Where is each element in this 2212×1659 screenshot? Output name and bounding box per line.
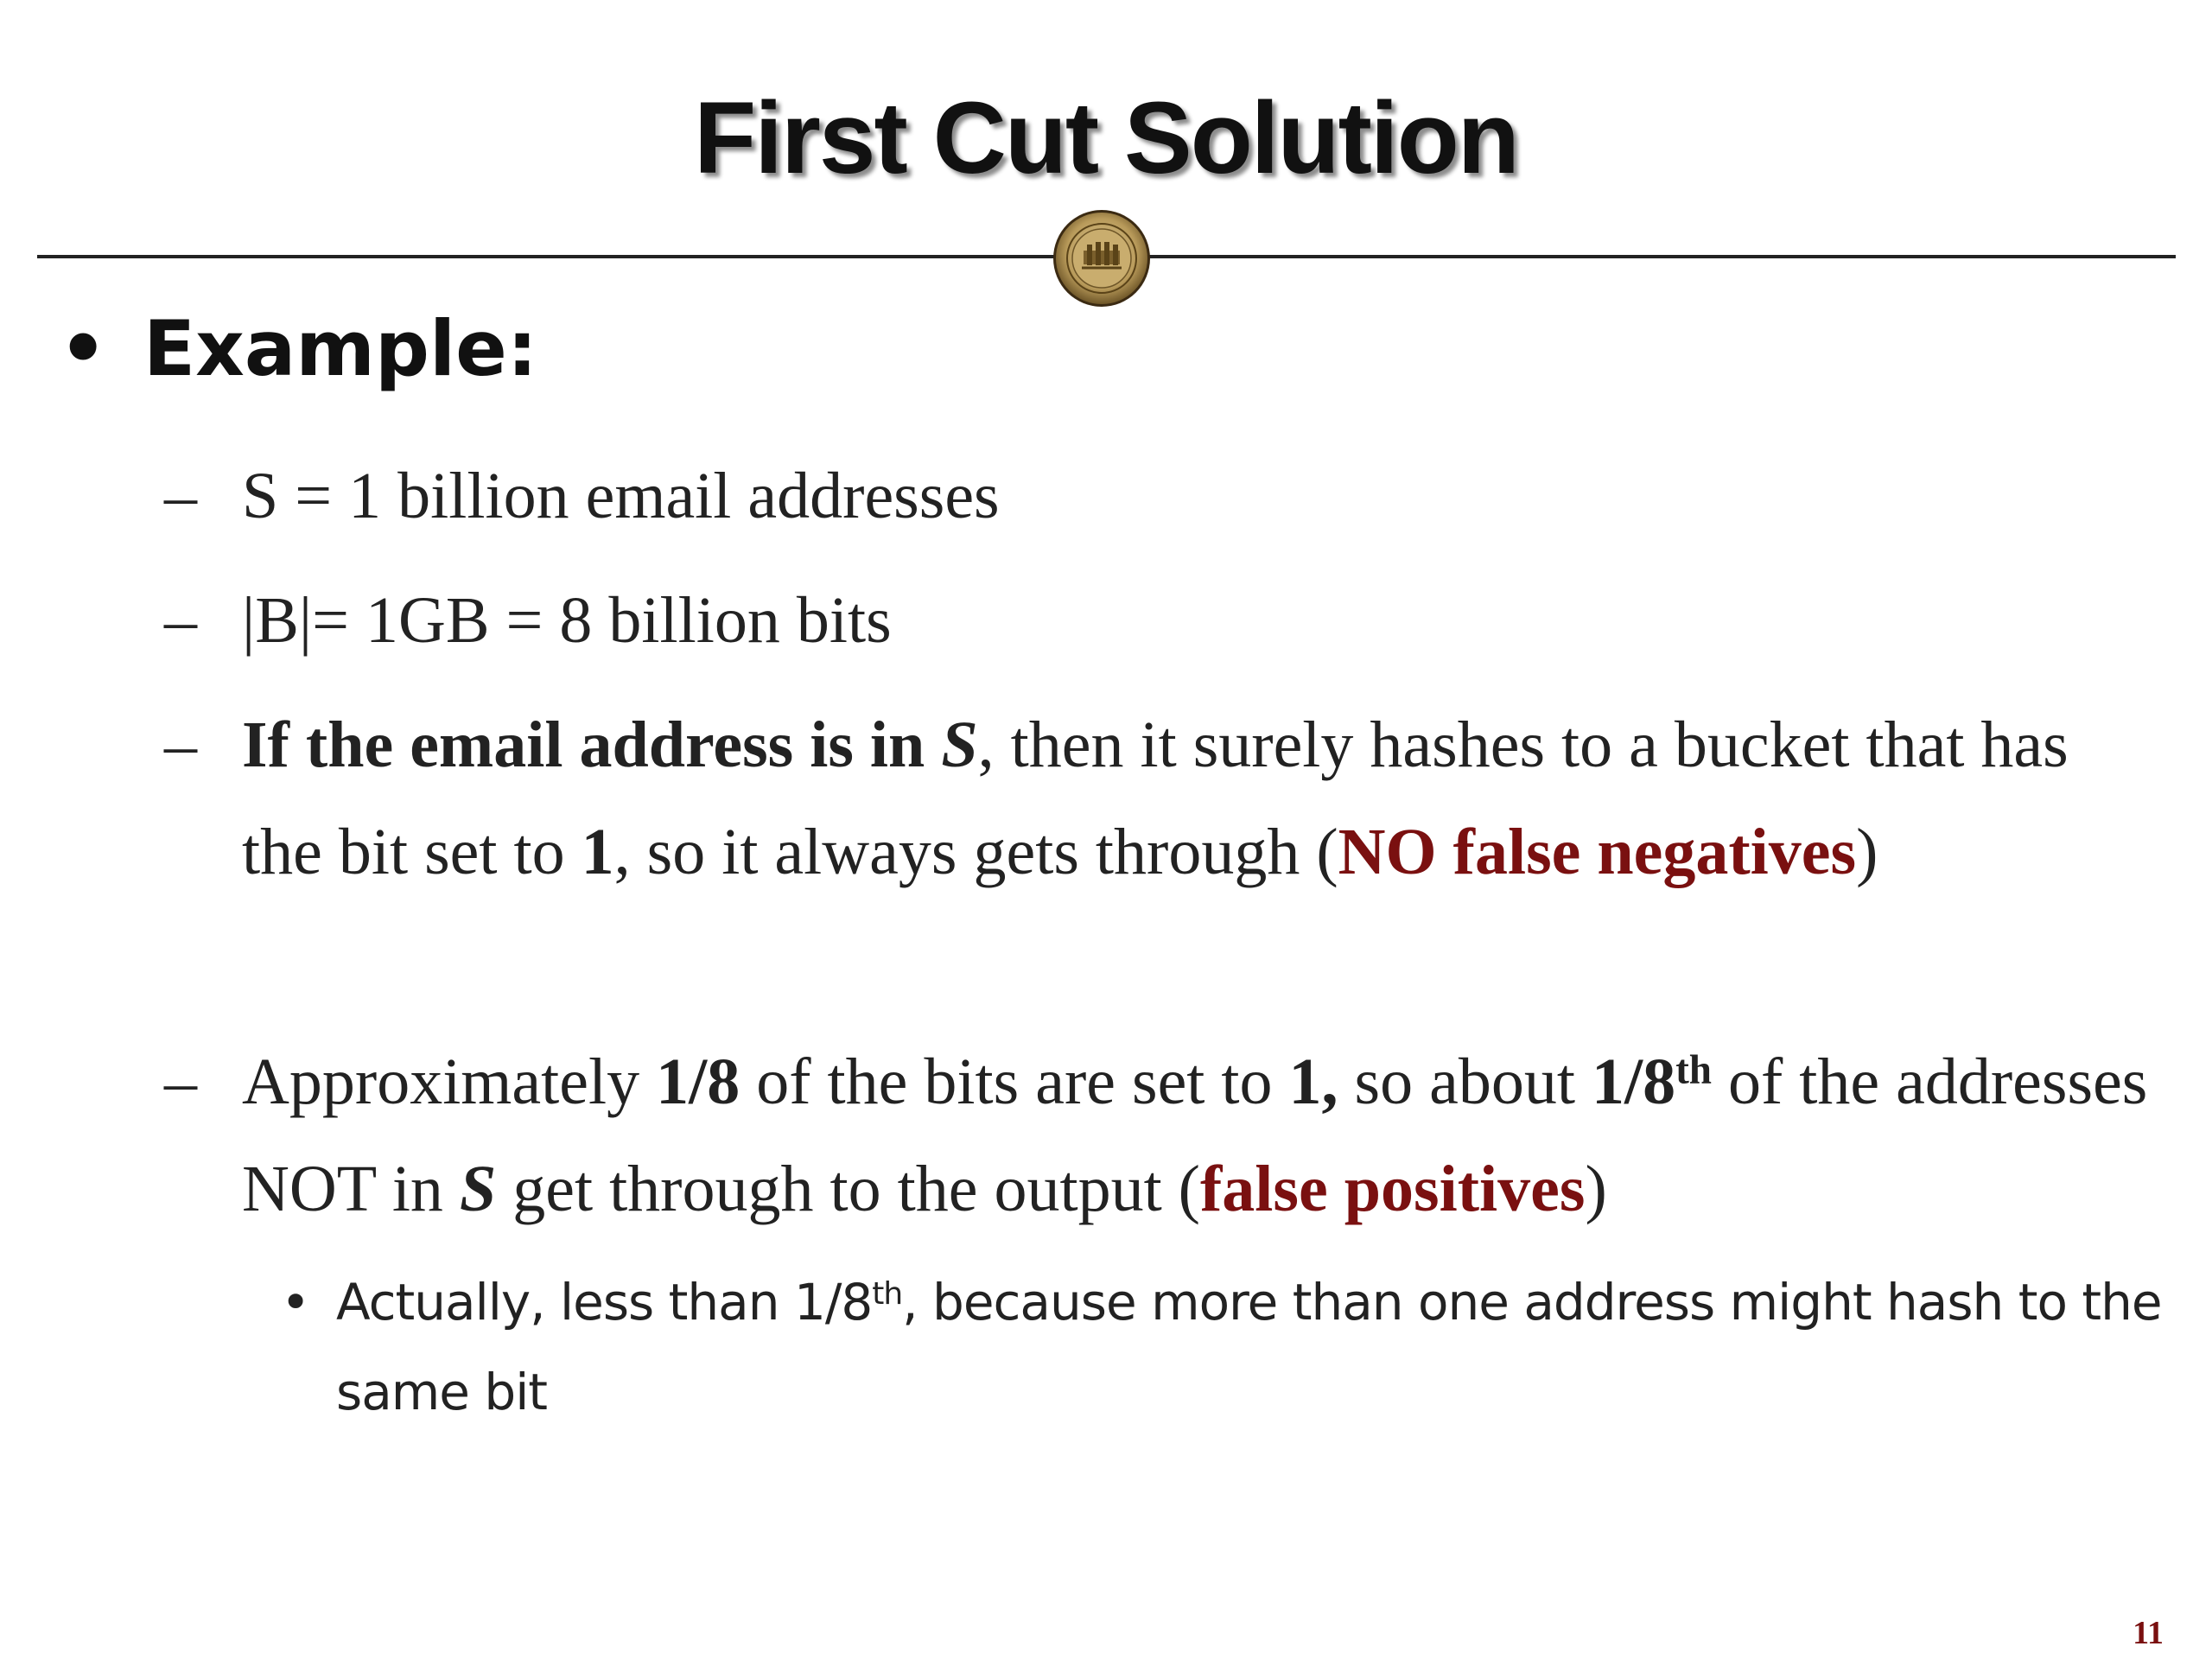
page-number: 11 [2133, 1615, 2164, 1651]
sub-bullet-false-positives [164, 1028, 2152, 1243]
bullet-example-label: Example: [143, 304, 537, 393]
slide-title: First Cut Solution [694, 81, 1518, 195]
sub-sub-bullet-less-than [281, 1257, 2182, 1437]
less-than-text: Actually, less than 1/8th, because more than one address might hash to the same bit [336, 1273, 2162, 1421]
set-size-text: S = 1 billion email addresses [242, 460, 1000, 532]
bit-array-text: |B|= 1GB = 8 billion bits [242, 584, 892, 657]
false-positives-highlight: false positives [1200, 1153, 1586, 1225]
dash-marker: – [164, 460, 197, 532]
dash-marker: – [164, 1046, 197, 1118]
bullet-marker: • [59, 304, 108, 393]
bullet-example [59, 304, 537, 393]
sub-bullet-bit-array [164, 567, 2152, 674]
no-false-negatives-highlight: NO false negatives [1338, 816, 1857, 888]
dash-marker: – [164, 584, 197, 657]
no-false-negatives-text: If the email address is in S, then it surely hashes to a bucket that has the bit set to 1, so it always gets through (NO false negatives) [242, 709, 2069, 888]
sub-bullet-no-false-negatives [164, 691, 2152, 906]
sub-bullet-set-size [164, 442, 2152, 550]
bullet-marker: • [281, 1273, 310, 1332]
university-seal-icon [1051, 207, 1153, 309]
dash-marker: – [164, 709, 197, 781]
false-positives-text: Approximately 1/8 of the bits are set to 1, so about 1/8th of the addresses NOT in S get through to the output (false positives) [242, 1046, 2148, 1225]
